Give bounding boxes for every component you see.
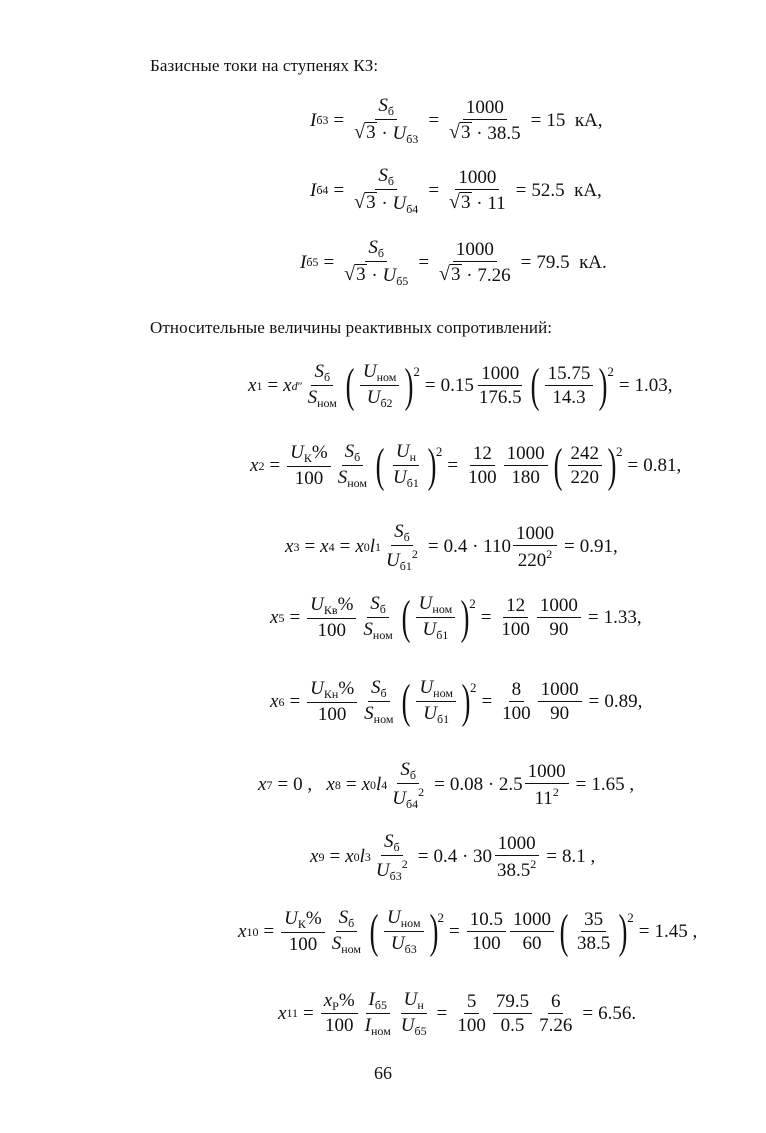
equation-i65: I б5 = $S_б$ √ 3 · $U_{б5}$ = 1000 √ 3 · 7.26 = 79.5 кА. <box>300 237 607 288</box>
equation-x7-x8: x 7 = 0 , x 8 = x 0 l 4 $\frac{S_б}{U_{б4}^2}$ = 0.08 · 2.5 $\frac{1000}{11^2}$ = 1.65 , <box>258 759 635 811</box>
result-value: 1.45 , <box>654 921 698 942</box>
unit-label: кА, <box>574 109 603 131</box>
equation-x11: x 11 = $\frac{x_Р\%}{100}$ $\frac{I_{б5}}{I_{ном}}$ $\frac{U_н}{U_{б5}}$ = $\frac{5}{100}$ $\frac{79.5}{0.5}$ $\frac{6}{7.26}$ = 6.56. <box>278 989 637 1038</box>
result-value: 15 <box>546 109 566 131</box>
result-value: 1.33, <box>603 607 642 628</box>
heading-relative-reactances: Относительные величины реактивных сопротивлений: <box>150 318 553 337</box>
fraction: $\frac{1000}{176.5}$ <box>478 363 522 408</box>
equation-x9: x 9 = x 0 l 3 $\frac{S_б}{U_{б3}^2}$ = 0.4 · 30 $\frac{1000}{38.5^2}$ = 8.1 , <box>310 831 596 883</box>
fraction: $\frac{S_б}{S_{ном}}$ <box>307 361 337 410</box>
result-value: 79.5 <box>536 251 570 273</box>
fraction: $S_б$ √ 3 · $U_{б5}$ <box>344 237 409 288</box>
fraction: 1000 √ 3 · 11 <box>449 166 506 214</box>
result-value: 0.91, <box>579 536 618 558</box>
equation-x6: x 6 = $\frac{U_{Кн}\%}{100}$ $\frac{S_б}{S_{ном}}$ ( $\frac{U_{ном}}{U_{б1}}$ ) 2 = $\frac{8}{100}$ $\frac{1000}{90}$ = 0.89, <box>270 675 643 728</box>
equation-i64: I б4 = $S_б$ √ 3 · $U_{б4}$ = 1000 √ 3 · 11 = 52.5 кА, <box>310 165 602 216</box>
fraction: $S_б$ √ 3 · $U_{б3}$ <box>354 95 419 146</box>
fraction: $S_б$ √ 3 · $U_{б4}$ <box>354 165 419 216</box>
equation-x1: x 1 = x d ″ $\frac{S_б}{S_{ном}}$ ( $\frac{U_{ном}}{U_{б2}}$ ) 2 = 0.15 $\frac{1000}{176.5}$ ( $\frac{15.75}{14.3}$ ) 2 = 1.03, <box>248 359 673 412</box>
equation-x5: x 5 = $\frac{U_{Кв}\%}{100}$ $\frac{S_б}{S_{ном}}$ ( $\frac{U_{ном}}{U_{б1}}$ ) 2 = $\frac{12}{100}$ $\frac{1000}{90}$ = 1.33, <box>270 591 642 644</box>
equation-x10: x 10 = $\frac{U_К\%}{100}$ $\frac{S_б}{S_{ном}}$ ( $\frac{U_{ном}}{U_{б3}}$ ) 2 = $\frac{10.5}{100}$ $\frac{1000}{60}$ ( $\frac{35}{38.5}$ ) 2 = 1.45 , <box>238 905 698 958</box>
result-value: 52.5 <box>531 179 565 201</box>
subscript: б3 <box>316 113 329 128</box>
result-value: 8.1 , <box>561 846 596 868</box>
heading-basis-currents: Базисные токи на ступенях КЗ: <box>150 56 379 75</box>
page-number: 66 <box>374 1063 392 1083</box>
equation-x3-x4: x 3 = x 4 = x 0 l 1 $\frac{S_б}{U_{б1}^2}$ = 0.4 · 110 $\frac{1000}{220^2}$ = 0.91, <box>285 521 618 573</box>
equation-i63: I б3 = $S_б$ √ 3 · $U_{б3}$ = 1000 √ 3 · 38.5 = 15 кА, <box>310 95 603 146</box>
fraction: 1000 √ 3 · 7.26 <box>439 238 511 286</box>
fraction: 1000 √ 3 · 38.5 <box>449 96 521 144</box>
result-value: 6.56. <box>598 1002 637 1024</box>
result-value: 1.03, <box>634 375 673 396</box>
symbol: I <box>310 109 317 131</box>
result-value: 0.81, <box>643 455 682 476</box>
unit-label: кА. <box>579 251 607 273</box>
equation-x2: x 2 = $\frac{U_К\%}{100}$ $\frac{S_б}{S_{ном}}$ ( $\frac{U_н}{U_{б1}}$ ) 2 = $\frac{12}{100}$ $\frac{1000}{180}$ ( $\frac{242}{220}$ ) 2 = 0.81, <box>250 439 682 492</box>
result-value: 0.89, <box>604 691 643 712</box>
unit-label: кА, <box>574 179 602 201</box>
result-value: 1.65 , <box>591 774 635 796</box>
